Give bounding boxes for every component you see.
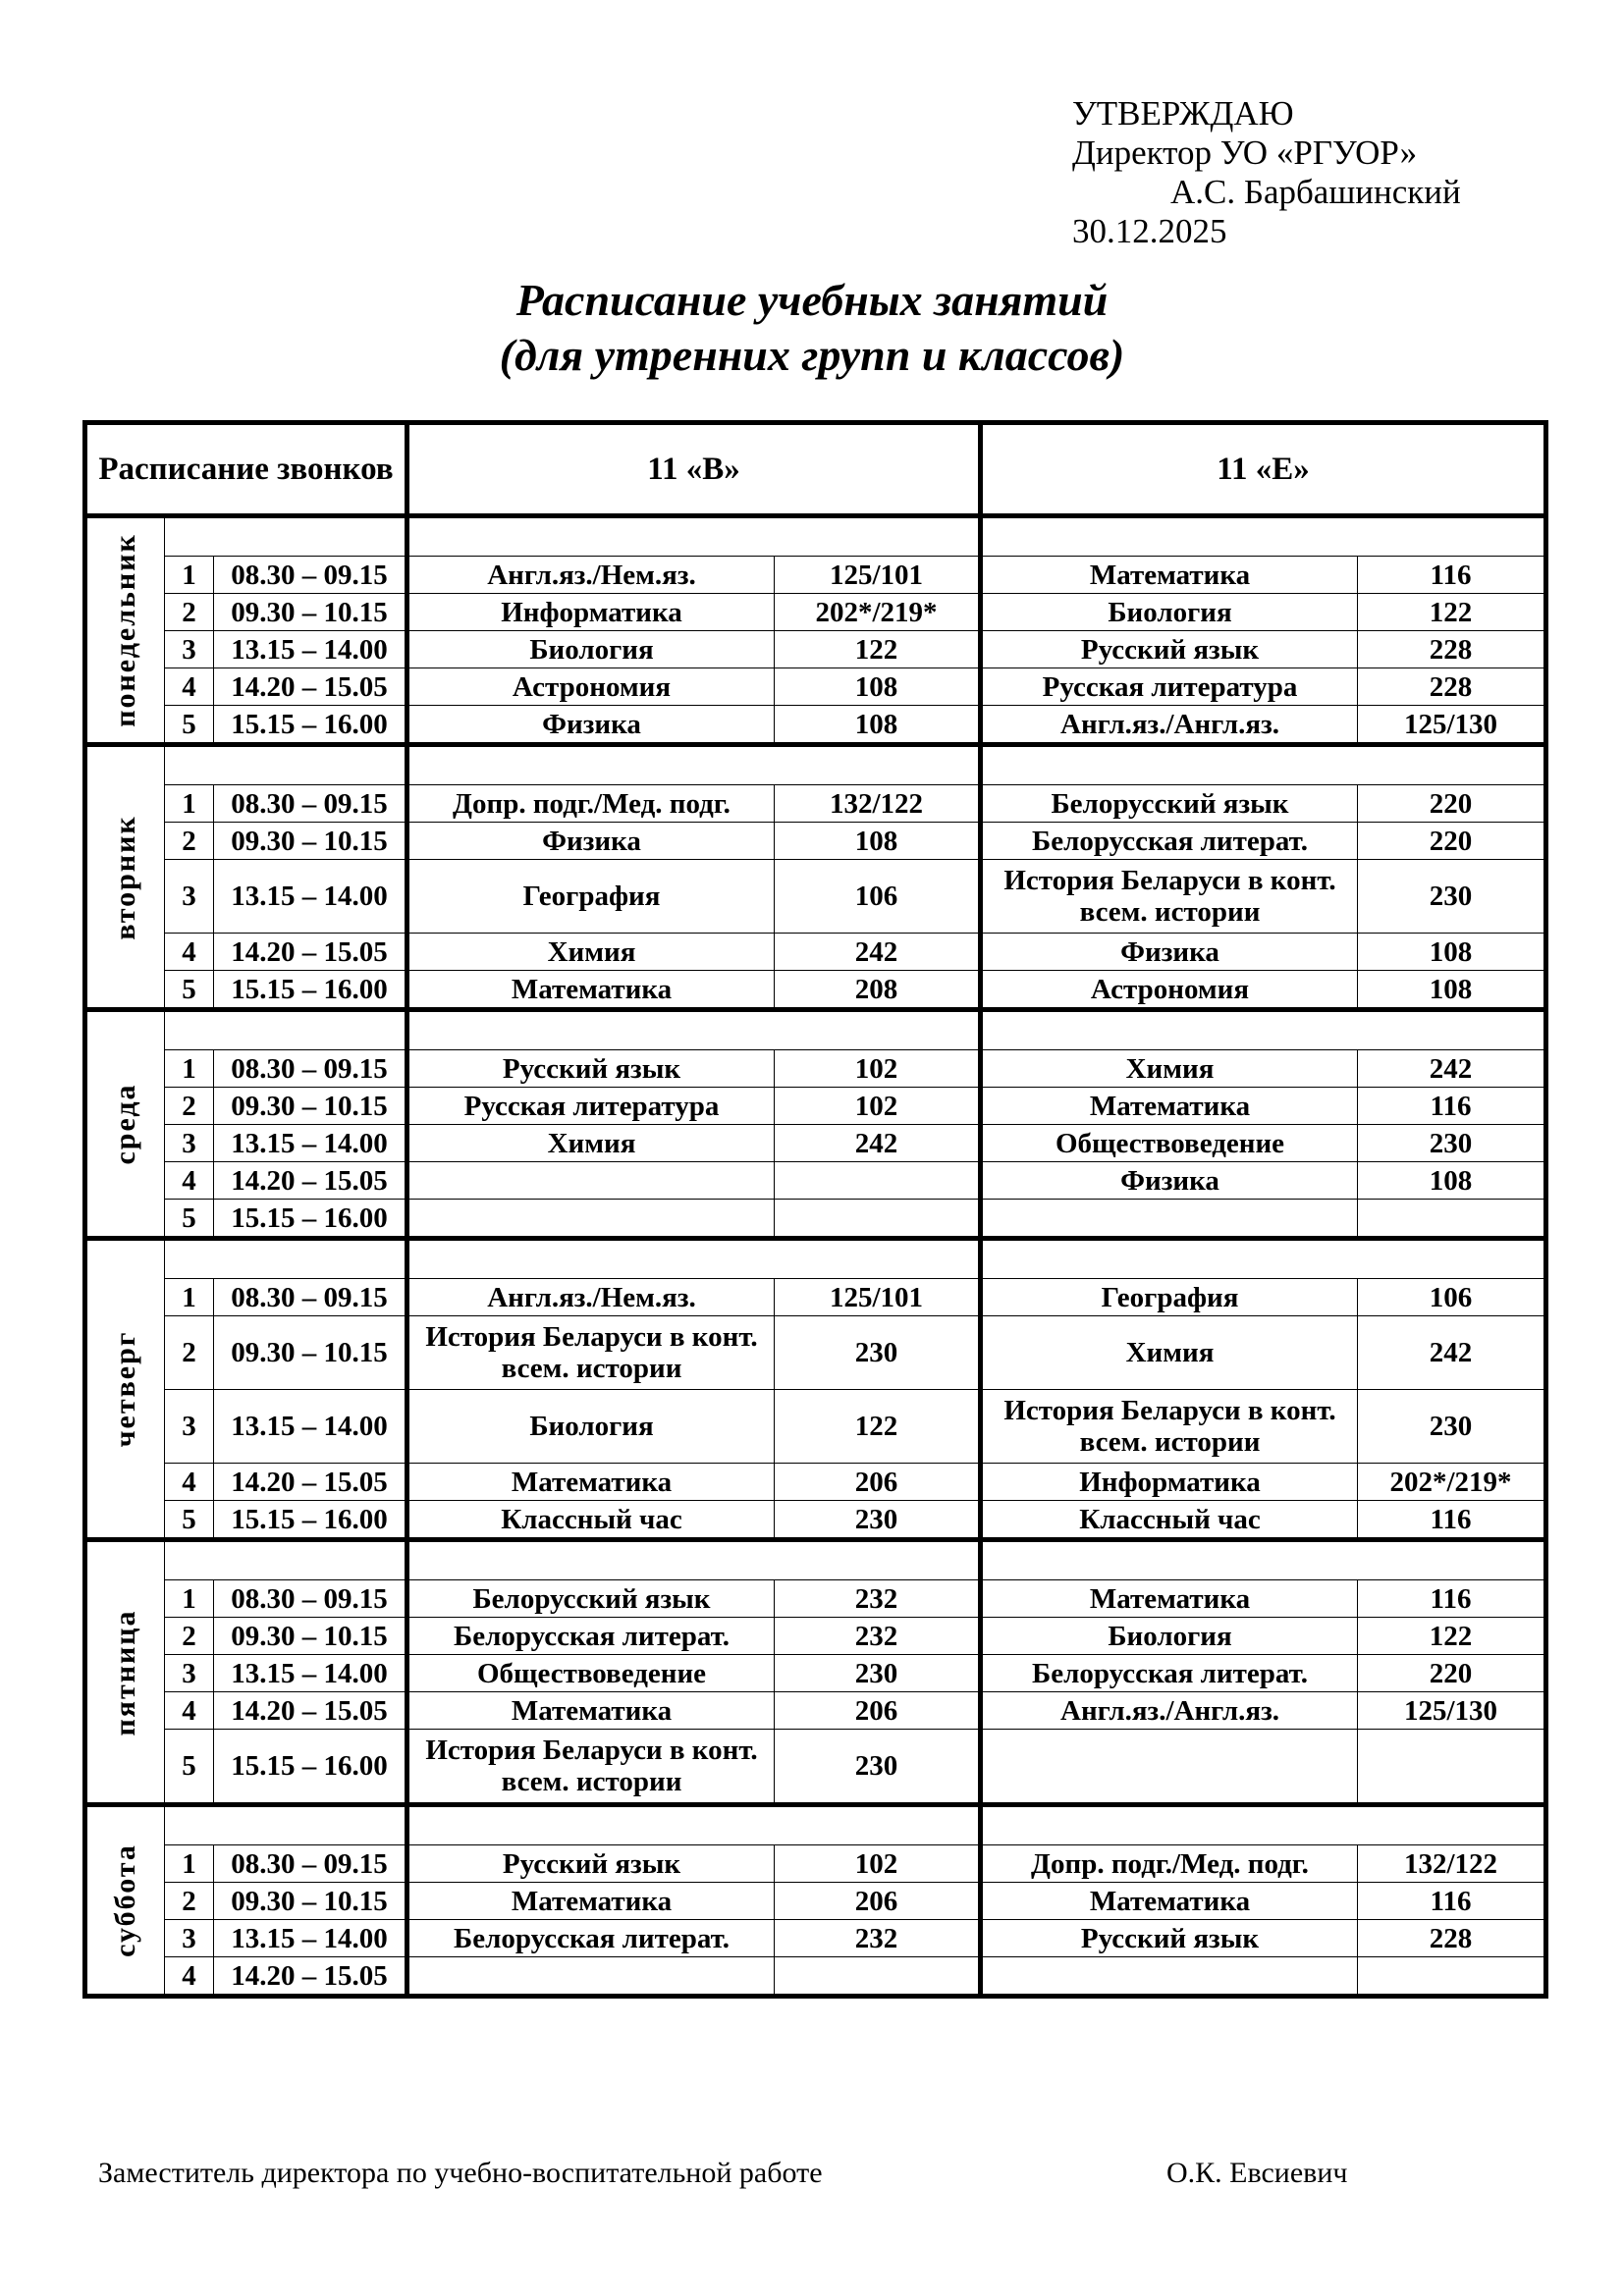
title-line-2: (для утренних групп и классов)	[499, 330, 1125, 380]
day-name: понедельник	[109, 533, 141, 727]
class-e-subject: Русская литература	[981, 668, 1358, 706]
lesson-row	[85, 557, 1546, 594]
lesson-row	[85, 1692, 1546, 1730]
lesson-time: 14.20 – 15.05	[214, 934, 407, 971]
class-e-room: 116	[1358, 1580, 1546, 1618]
class-b-subject: Биология	[407, 631, 775, 668]
class-b-room: 208	[775, 971, 981, 1010]
lesson-number: 1	[165, 1050, 214, 1088]
class-e-subject: Математика	[981, 1088, 1358, 1125]
class-e-room: 228	[1358, 631, 1546, 668]
lesson-number: 5	[165, 1501, 214, 1540]
lesson-row	[85, 1390, 1546, 1464]
lesson-time: 14.20 – 15.05	[214, 1957, 407, 1997]
lesson-time: 08.30 – 09.15	[214, 1050, 407, 1088]
class-b-room: 242	[775, 1125, 981, 1162]
lesson-time: 15.15 – 16.00	[214, 1200, 407, 1239]
class-e-room: 242	[1358, 1050, 1546, 1088]
class-e-subject: Астрономия	[981, 971, 1358, 1010]
spacer-class-b	[407, 745, 981, 785]
class-b-subject: География	[407, 860, 775, 934]
day-spacer-row	[85, 745, 1546, 785]
class-e-room: 220	[1358, 823, 1546, 860]
class-b-subject: Физика	[407, 706, 775, 745]
class-e-room: 220	[1358, 1655, 1546, 1692]
lesson-number: 3	[165, 1125, 214, 1162]
class-b-room	[775, 1162, 981, 1200]
lesson-time: 15.15 – 16.00	[214, 1501, 407, 1540]
lesson-time: 09.30 – 10.15	[214, 1883, 407, 1920]
class-b-room: 206	[775, 1883, 981, 1920]
class-e-subject: Математика	[981, 1580, 1358, 1618]
lesson-row	[85, 1883, 1546, 1920]
lesson-number: 5	[165, 1200, 214, 1239]
lesson-time: 09.30 – 10.15	[214, 823, 407, 860]
class-e-subject: Белорусский язык	[981, 785, 1358, 823]
class-e-subject: Биология	[981, 594, 1358, 631]
class-e-room: 125/130	[1358, 1692, 1546, 1730]
class-b-room: 108	[775, 823, 981, 860]
class-e-room: 116	[1358, 557, 1546, 594]
day-name: пятница	[109, 1608, 141, 1736]
spacer-class-e	[981, 745, 1546, 785]
spacer-class-e	[981, 516, 1546, 557]
day-name: четверг	[109, 1330, 141, 1448]
header-class-b: 11 «В»	[407, 423, 981, 516]
class-b-room: 132/122	[775, 785, 981, 823]
day-spacer-row	[85, 516, 1546, 557]
lesson-row	[85, 594, 1546, 631]
lesson-number: 1	[165, 1279, 214, 1316]
lesson-number: 3	[165, 1390, 214, 1464]
class-b-subject: Русская литература	[407, 1088, 775, 1125]
class-b-subject	[407, 1200, 775, 1239]
lesson-time: 14.20 – 15.05	[214, 1464, 407, 1501]
page-title	[0, 273, 1624, 383]
lesson-row	[85, 1316, 1546, 1390]
class-b-subject: Белорусская литерат.	[407, 1618, 775, 1655]
class-e-subject: Физика	[981, 1162, 1358, 1200]
spacer-class-b	[407, 1239, 981, 1279]
lesson-time: 08.30 – 09.15	[214, 1279, 407, 1316]
class-b-room: 102	[775, 1088, 981, 1125]
footer-signatory: О.К. Евсиевич	[1166, 2157, 1348, 2189]
class-e-subject: Англ.яз./Англ.яз.	[981, 706, 1358, 745]
class-b-room: 108	[775, 706, 981, 745]
spacer-class-b	[407, 1010, 981, 1050]
lesson-time: 13.15 – 14.00	[214, 1920, 407, 1957]
class-b-subject: Допр. подг./Мед. подг.	[407, 785, 775, 823]
class-b-room: 230	[775, 1316, 981, 1390]
class-e-room: 202*/219*	[1358, 1464, 1546, 1501]
lesson-row	[85, 1088, 1546, 1125]
lesson-time: 13.15 – 14.00	[214, 1390, 407, 1464]
class-b-subject: Физика	[407, 823, 775, 860]
lesson-number: 3	[165, 1920, 214, 1957]
lesson-time: 15.15 – 16.00	[214, 706, 407, 745]
day-spacer-row	[85, 1010, 1546, 1050]
class-e-subject: Белорусская литерат.	[981, 823, 1358, 860]
spacer-bells	[165, 516, 407, 557]
lesson-time: 08.30 – 09.15	[214, 1845, 407, 1883]
class-e-room: 242	[1358, 1316, 1546, 1390]
class-e-room: 116	[1358, 1883, 1546, 1920]
spacer-class-b	[407, 1540, 981, 1580]
lesson-time: 15.15 – 16.00	[214, 1730, 407, 1805]
class-b-subject: Белорусский язык	[407, 1580, 775, 1618]
class-e-subject: Биология	[981, 1618, 1358, 1655]
lesson-number: 4	[165, 1692, 214, 1730]
class-e-subject: Классный час	[981, 1501, 1358, 1540]
class-b-subject: Химия	[407, 1125, 775, 1162]
lesson-row	[85, 1501, 1546, 1540]
lesson-number: 3	[165, 1655, 214, 1692]
class-b-room: 206	[775, 1692, 981, 1730]
class-b-subject: Информатика	[407, 594, 775, 631]
spacer-bells	[165, 1239, 407, 1279]
class-e-room: 230	[1358, 1125, 1546, 1162]
spacer-class-e	[981, 1540, 1546, 1580]
class-b-subject	[407, 1162, 775, 1200]
spacer-class-b	[407, 516, 981, 557]
spacer-class-e	[981, 1805, 1546, 1845]
class-e-room: 228	[1358, 668, 1546, 706]
spacer-class-b	[407, 1805, 981, 1845]
lesson-number: 5	[165, 706, 214, 745]
class-b-subject: Англ.яз./Нем.яз.	[407, 1279, 775, 1316]
class-b-subject: Классный час	[407, 1501, 775, 1540]
class-e-subject: Допр. подг./Мед. подг.	[981, 1845, 1358, 1883]
title-line-1: Расписание учебных занятий	[515, 275, 1109, 325]
class-b-subject: История Беларуси в конт. всем. истории	[407, 1730, 775, 1805]
lesson-number: 4	[165, 1162, 214, 1200]
class-e-room: 132/122	[1358, 1845, 1546, 1883]
class-e-room: 106	[1358, 1279, 1546, 1316]
lesson-number: 2	[165, 1088, 214, 1125]
lesson-row	[85, 668, 1546, 706]
lesson-time: 14.20 – 15.05	[214, 1692, 407, 1730]
class-b-subject: Обществоведение	[407, 1655, 775, 1692]
lesson-row	[85, 1125, 1546, 1162]
class-e-room: 230	[1358, 1390, 1546, 1464]
lesson-number: 2	[165, 1618, 214, 1655]
class-b-room: 230	[775, 1501, 981, 1540]
lesson-time: 08.30 – 09.15	[214, 1580, 407, 1618]
class-b-room: 108	[775, 668, 981, 706]
class-b-room: 242	[775, 934, 981, 971]
approval-position: Директор УО «РГУОР»	[1072, 133, 1418, 172]
class-e-room: 220	[1358, 785, 1546, 823]
class-b-room: 232	[775, 1618, 981, 1655]
lesson-row	[85, 785, 1546, 823]
class-e-subject: География	[981, 1279, 1358, 1316]
lesson-number: 4	[165, 934, 214, 971]
lesson-number: 3	[165, 860, 214, 934]
class-e-room	[1358, 1957, 1546, 1997]
class-b-room: 102	[775, 1845, 981, 1883]
class-e-room: 108	[1358, 934, 1546, 971]
class-e-room: 116	[1358, 1501, 1546, 1540]
class-e-subject	[981, 1200, 1358, 1239]
class-e-room	[1358, 1730, 1546, 1805]
class-b-room: 232	[775, 1580, 981, 1618]
approval-date: 30.12.2025	[1072, 212, 1227, 250]
class-e-subject: Русский язык	[981, 1920, 1358, 1957]
approval-block	[1072, 94, 1461, 251]
spacer-bells	[165, 745, 407, 785]
class-e-subject: Русский язык	[981, 631, 1358, 668]
lesson-row	[85, 1655, 1546, 1692]
class-e-subject	[981, 1730, 1358, 1805]
class-b-subject: История Беларуси в конт. всем. истории	[407, 1316, 775, 1390]
lesson-row	[85, 1200, 1546, 1239]
class-e-subject: Математика	[981, 557, 1358, 594]
lesson-time: 09.30 – 10.15	[214, 1618, 407, 1655]
class-b-subject: Математика	[407, 1692, 775, 1730]
lesson-number: 5	[165, 1730, 214, 1805]
class-b-room: 122	[775, 631, 981, 668]
spacer-class-e	[981, 1239, 1546, 1279]
day-label-cell	[85, 745, 165, 1010]
header-bells: Расписание звонков	[85, 423, 407, 516]
lesson-number: 3	[165, 631, 214, 668]
lesson-time: 14.20 – 15.05	[214, 668, 407, 706]
lesson-number: 4	[165, 1464, 214, 1501]
lesson-number: 1	[165, 1845, 214, 1883]
lesson-number: 1	[165, 1580, 214, 1618]
class-e-subject: Химия	[981, 1050, 1358, 1088]
lesson-time: 13.15 – 14.00	[214, 631, 407, 668]
day-label-cell	[85, 1239, 165, 1540]
class-e-room: 125/130	[1358, 706, 1546, 745]
class-b-subject: Русский язык	[407, 1050, 775, 1088]
approval-signatory: А.С. Барбашинский	[1170, 173, 1461, 211]
class-e-subject: Белорусская литерат.	[981, 1655, 1358, 1692]
lesson-time: 15.15 – 16.00	[214, 971, 407, 1010]
class-b-room: 206	[775, 1464, 981, 1501]
class-e-subject	[981, 1957, 1358, 1997]
class-b-room: 230	[775, 1655, 981, 1692]
lesson-number: 5	[165, 971, 214, 1010]
class-e-subject: Обществоведение	[981, 1125, 1358, 1162]
spacer-bells	[165, 1540, 407, 1580]
class-b-room	[775, 1957, 981, 1997]
class-e-subject: История Беларуси в конт. всем. истории	[981, 1390, 1358, 1464]
lesson-row	[85, 1957, 1546, 1997]
class-b-room: 102	[775, 1050, 981, 1088]
lesson-number: 1	[165, 785, 214, 823]
class-b-subject: Англ.яз./Нем.яз.	[407, 557, 775, 594]
lesson-row	[85, 1845, 1546, 1883]
lesson-row	[85, 1618, 1546, 1655]
day-name: суббота	[109, 1843, 141, 1957]
day-spacer-row	[85, 1805, 1546, 1845]
day-spacer-row	[85, 1239, 1546, 1279]
class-e-subject: Математика	[981, 1883, 1358, 1920]
class-e-room: 122	[1358, 1618, 1546, 1655]
class-b-subject: Математика	[407, 971, 775, 1010]
lesson-time: 08.30 – 09.15	[214, 785, 407, 823]
lesson-time: 13.15 – 14.00	[214, 860, 407, 934]
lesson-row	[85, 1050, 1546, 1088]
class-b-subject: Математика	[407, 1464, 775, 1501]
class-b-room: 230	[775, 1730, 981, 1805]
lesson-row	[85, 971, 1546, 1010]
lesson-row	[85, 1730, 1546, 1805]
class-e-room: 122	[1358, 594, 1546, 631]
class-b-room: 125/101	[775, 557, 981, 594]
class-b-room: 202*/219*	[775, 594, 981, 631]
lesson-row	[85, 823, 1546, 860]
lesson-number: 1	[165, 557, 214, 594]
class-b-subject	[407, 1957, 775, 1997]
approval-heading: УТВЕРЖДАЮ	[1072, 94, 1294, 133]
class-b-subject: Математика	[407, 1883, 775, 1920]
class-e-subject: История Беларуси в конт. всем. истории	[981, 860, 1358, 934]
day-spacer-row	[85, 1540, 1546, 1580]
lesson-time: 13.15 – 14.00	[214, 1655, 407, 1692]
day-label-cell	[85, 1805, 165, 1997]
day-name: среда	[109, 1083, 141, 1165]
class-b-room: 122	[775, 1390, 981, 1464]
class-e-subject: Химия	[981, 1316, 1358, 1390]
class-e-room: 230	[1358, 860, 1546, 934]
lesson-number: 2	[165, 594, 214, 631]
class-e-room: 108	[1358, 971, 1546, 1010]
schedule-table	[82, 420, 1548, 1999]
footer-position: Заместитель директора по учебно-воспитательной работе	[98, 2157, 823, 2189]
class-b-room: 106	[775, 860, 981, 934]
spacer-class-e	[981, 1010, 1546, 1050]
class-b-room: 232	[775, 1920, 981, 1957]
class-e-room: 116	[1358, 1088, 1546, 1125]
header-row	[85, 423, 1546, 516]
class-b-subject: Русский язык	[407, 1845, 775, 1883]
lesson-time: 13.15 – 14.00	[214, 1125, 407, 1162]
class-b-room: 125/101	[775, 1279, 981, 1316]
lesson-row	[85, 1580, 1546, 1618]
day-label-cell	[85, 1540, 165, 1805]
class-e-room	[1358, 1200, 1546, 1239]
day-label-cell	[85, 1010, 165, 1239]
lesson-row	[85, 934, 1546, 971]
lesson-row	[85, 1920, 1546, 1957]
lesson-number: 2	[165, 1316, 214, 1390]
class-e-subject: Физика	[981, 934, 1358, 971]
class-b-subject: Химия	[407, 934, 775, 971]
class-b-subject: Биология	[407, 1390, 775, 1464]
spacer-bells	[165, 1010, 407, 1050]
class-e-subject: Информатика	[981, 1464, 1358, 1501]
lesson-number: 4	[165, 668, 214, 706]
class-e-room: 108	[1358, 1162, 1546, 1200]
lesson-row	[85, 1464, 1546, 1501]
lesson-time: 09.30 – 10.15	[214, 1316, 407, 1390]
lesson-time: 14.20 – 15.05	[214, 1162, 407, 1200]
class-e-room: 228	[1358, 1920, 1546, 1957]
lesson-row	[85, 860, 1546, 934]
lesson-row	[85, 631, 1546, 668]
day-name: вторник	[109, 814, 141, 940]
class-e-subject: Англ.яз./Англ.яз.	[981, 1692, 1358, 1730]
lesson-row	[85, 1162, 1546, 1200]
lesson-row	[85, 1279, 1546, 1316]
lesson-time: 09.30 – 10.15	[214, 1088, 407, 1125]
lesson-number: 2	[165, 823, 214, 860]
class-b-room	[775, 1200, 981, 1239]
header-class-e: 11 «Е»	[981, 423, 1546, 516]
class-b-subject: Астрономия	[407, 668, 775, 706]
class-b-subject: Белорусская литерат.	[407, 1920, 775, 1957]
lesson-number: 2	[165, 1883, 214, 1920]
day-label-cell	[85, 516, 165, 745]
lesson-time: 09.30 – 10.15	[214, 594, 407, 631]
lesson-time: 08.30 – 09.15	[214, 557, 407, 594]
lesson-number: 4	[165, 1957, 214, 1997]
lesson-row	[85, 706, 1546, 745]
spacer-bells	[165, 1805, 407, 1845]
